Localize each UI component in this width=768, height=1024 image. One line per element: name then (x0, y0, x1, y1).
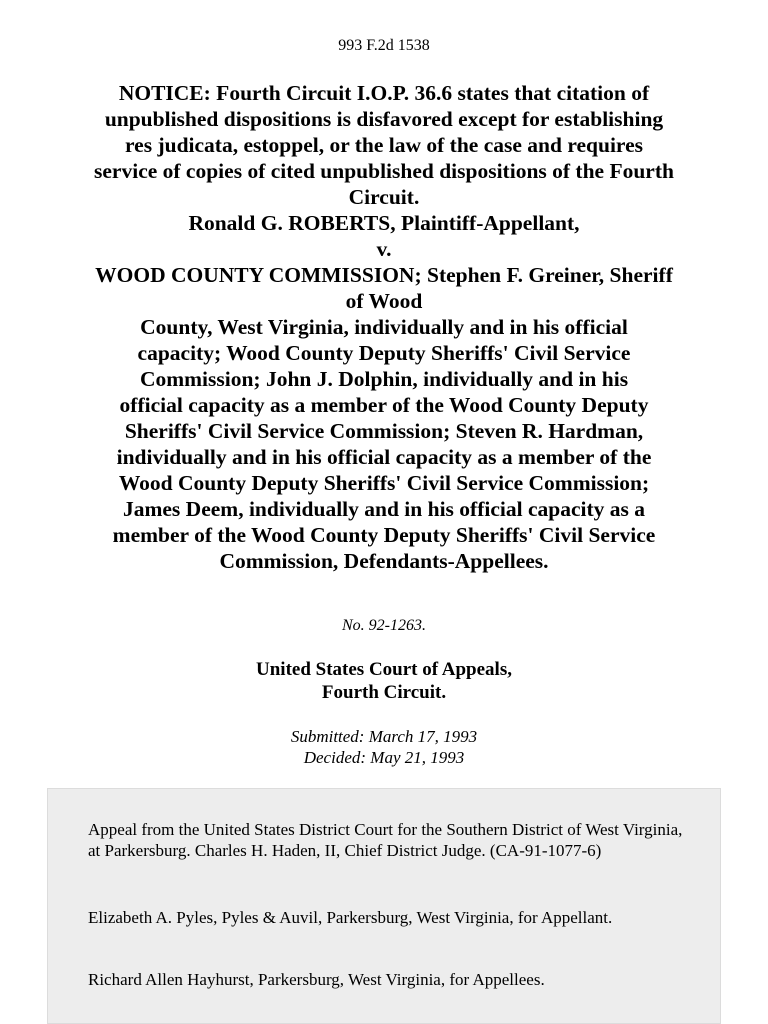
heading-line: Circuit. (348, 185, 420, 209)
heading-line: capacity; Wood County Deputy Sheriffs' Civil Service (137, 341, 631, 365)
docket-number: No. 92-1263. (342, 617, 426, 634)
heading-line: Commission, Defendants-Appellees. (219, 549, 549, 573)
heading-line: County, West Virginia, individually and in his official (140, 315, 628, 339)
heading-line: Sheriffs' Civil Service Commission; Steven R. Hardman, (124, 419, 644, 443)
case-dates (0, 726, 768, 768)
appellee-counsel-paragraph: Richard Allen Hayhurst, Parkersburg, West Virginia, for Appellees. (88, 970, 545, 989)
heading-line: official capacity as a member of the Wood County Deputy (119, 393, 649, 417)
case-citation: 993 F.2d 1538 (338, 37, 430, 54)
heading-line: v. (376, 237, 392, 261)
court-name-line: United States Court of Appeals, (256, 659, 512, 680)
heading-line: service of copies of cited unpublished dispositions of the Fourth (94, 159, 674, 183)
heading-line: NOTICE: Fourth Circuit I.O.P. 36.6 states that citation of (118, 81, 650, 105)
heading-line: member of the Wood County Deputy Sheriffs' Civil Service (112, 523, 656, 547)
court-name-line: Fourth Circuit. (321, 682, 447, 703)
heading-line: res judicata, estoppel, or the law of the case and requires (125, 133, 643, 157)
heading-line: Commission; John J. Dolphin, individually and in his (139, 367, 629, 391)
case-summary-panel (47, 788, 721, 1024)
court-name (0, 658, 768, 704)
heading-line: individually and in his official capacity as a member of the (116, 445, 652, 469)
decided-date: Decided: May 21, 1993 (303, 748, 465, 767)
heading-line: WOOD COUNTY COMMISSION; Stephen F. Greiner, Sheriff (95, 263, 673, 287)
appellant-counsel-paragraph: Elizabeth A. Pyles, Pyles & Auvil, Parkersburg, West Virginia, for Appellant. (88, 908, 613, 927)
heading-line: of Wood (345, 289, 423, 313)
case-heading (40, 80, 728, 574)
appeal-from-paragraph: Appeal from the United States District Court for the Southern District of West Virginia, at Parkersburg. Charles H. Haden, II, Chief District Judge. (CA-91-1077-6) (88, 820, 683, 860)
heading-line: Ronald G. ROBERTS, Plaintiff-Appellant, (188, 211, 580, 235)
heading-line: Wood County Deputy Sheriffs' Civil Service Commission; (118, 471, 650, 495)
heading-line: unpublished dispositions is disfavored except for establishing (104, 107, 664, 131)
submitted-date: Submitted: March 17, 1993 (290, 727, 478, 746)
heading-line: James Deem, individually and in his official capacity as a (122, 497, 645, 521)
